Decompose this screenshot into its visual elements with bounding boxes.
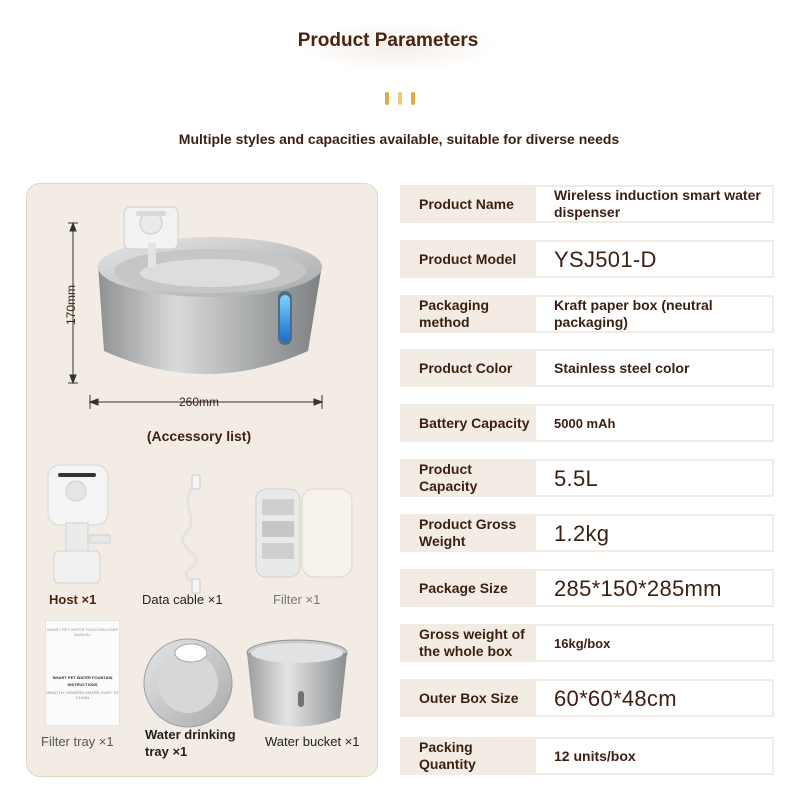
decorative-dots <box>383 92 417 106</box>
data-cable-image <box>183 475 200 593</box>
param-row-product-gross-weight <box>400 514 774 552</box>
height-dimension-label: 170mm <box>64 284 78 325</box>
accessory-caption-host: Host ×1 <box>49 592 97 607</box>
page-subtitle: Multiple styles and capacities available, suitable for diverse needs <box>178 131 620 147</box>
filter-image <box>256 489 352 577</box>
fountain-image <box>98 207 322 374</box>
manual-line-3: HEALTHY, MODERN WATER, EASY TO CLEAN <box>46 690 119 700</box>
param-label: Product Name <box>419 195 514 212</box>
accessory-caption-water-bucket: Water bucket ×1 <box>265 734 360 749</box>
water-drinking-tray-line-1: Water drinking <box>145 727 236 742</box>
param-label: Product Gross Weight <box>419 516 517 549</box>
param-value: 16kg/box <box>536 626 772 660</box>
param-row-battery-capacity <box>400 404 774 442</box>
param-value: 12 units/box <box>536 739 772 773</box>
param-value: 1.2kg <box>536 516 772 550</box>
param-row-outer-box-size <box>400 679 774 717</box>
width-dimension-label: 260mm <box>179 395 220 409</box>
param-row-packaging-method <box>400 295 774 333</box>
accessory-caption-filter-tray: Filter tray ×1 <box>41 734 114 749</box>
accessory-caption-data-cable: Data cable ×1 <box>142 592 223 607</box>
water-drinking-tray-image <box>144 639 232 727</box>
param-value: Stainless steel color <box>536 351 772 385</box>
filter-tray-image <box>45 620 120 726</box>
param-value: 5.5L <box>536 461 772 495</box>
param-row-gross-weight-box <box>400 624 774 662</box>
param-value: Wireless induction smart water dispenser <box>536 187 772 221</box>
manual-top-line: SMART PET WATER FOUNTAIN USER MANUAL <box>46 627 119 637</box>
accessory-caption-filter: Filter ×1 <box>273 592 321 607</box>
param-value: 285*150*285mm <box>536 571 772 605</box>
param-row-packing-quantity <box>400 737 774 775</box>
param-row-product-color <box>400 349 774 387</box>
param-label: Packing Quantity <box>419 739 476 772</box>
manual-line-2: INSTRUCTIONS <box>67 682 98 687</box>
param-label: Outer Box Size <box>419 689 519 706</box>
water-drinking-tray-line-2: tray ×1 <box>145 744 188 759</box>
accessory-list-heading: (Accessory list) <box>146 428 252 444</box>
water-bucket-image <box>247 640 347 727</box>
param-label: Gross weight of the whole box <box>419 626 525 659</box>
dot-2 <box>398 92 402 105</box>
param-value: 60*60*48cm <box>536 681 772 715</box>
param-label: Package Size <box>419 579 508 596</box>
param-row-product-model <box>400 240 774 278</box>
param-label: Product Model <box>419 250 517 267</box>
param-label: Battery Capacity <box>419 414 530 431</box>
param-value: YSJ501-D <box>536 242 772 276</box>
dot-1 <box>385 92 389 105</box>
page-title: Product Parameters <box>297 30 479 51</box>
param-row-product-capacity <box>400 459 774 497</box>
param-row-product-name <box>400 185 774 223</box>
param-label: Product Capacity <box>419 461 478 494</box>
manual-line-1: SMART PET WATER FOUNTAIN <box>52 675 113 680</box>
dot-3 <box>411 92 415 105</box>
param-value: Kraft paper box (neutral packaging) <box>536 297 772 331</box>
param-row-package-size <box>400 569 774 607</box>
accessory-caption-water-drinking-tray <box>145 726 236 760</box>
param-value: 5000 mAh <box>536 406 772 440</box>
param-label: Product Color <box>419 359 513 376</box>
param-label: Packaging method <box>419 297 490 330</box>
host-image <box>48 465 110 583</box>
